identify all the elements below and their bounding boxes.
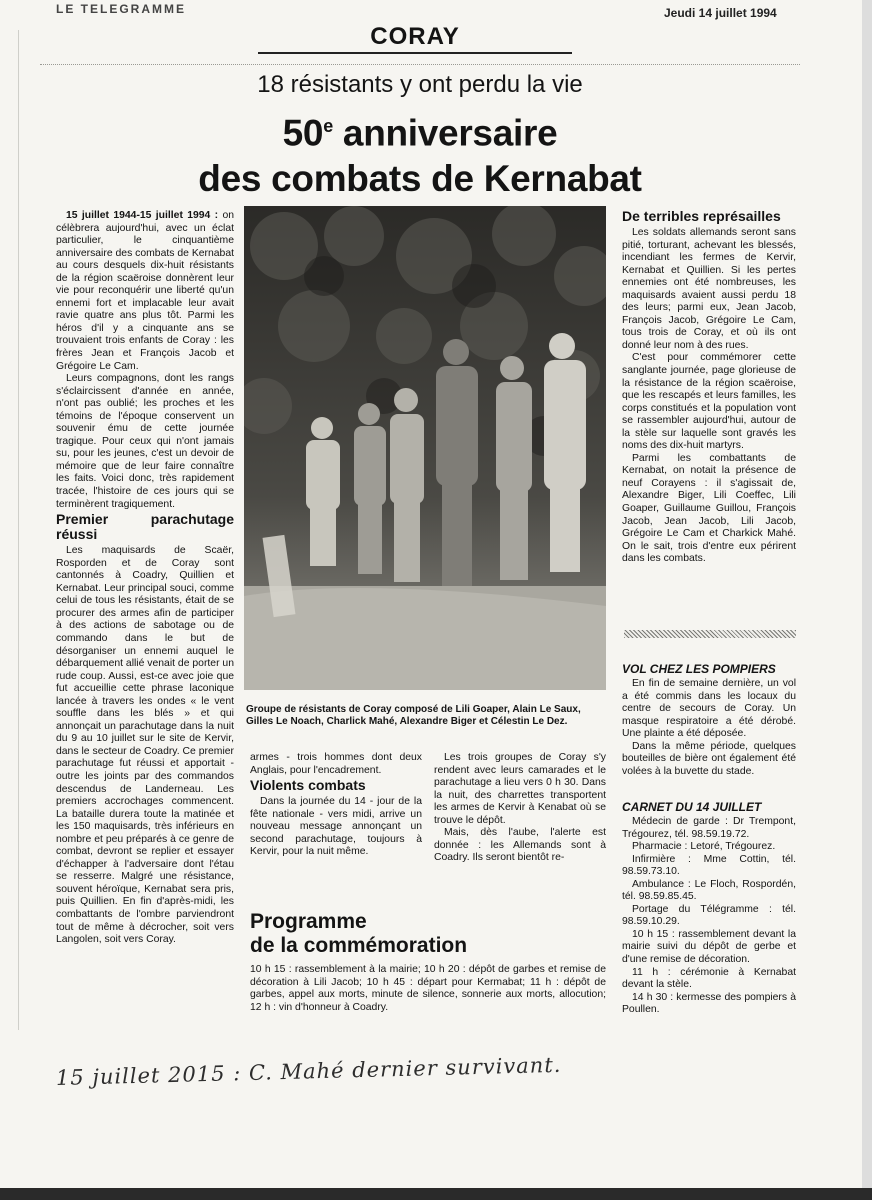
handwritten-annotation: 15 juillet 2015 : C. Mahé dernier survivant. [55, 1052, 562, 1090]
issue-date: Jeudi 14 juillet 1994 [664, 6, 777, 20]
carnet-line: Pharmacie : Letoré, Trégourez. [632, 841, 776, 853]
carnet-line: Portage du Télégramme : tél. 98.59.10.29. [622, 903, 796, 928]
lead-dateline: 15 juillet 1944-15 juillet 1994 : [66, 210, 219, 221]
brief-vol-pompiers [622, 662, 796, 778]
dotted-divider [40, 64, 800, 65]
carnet-line: Ambulance : Le Floch, Rospordén, tél. 98.59.85.45. [622, 878, 796, 903]
section-heading: CORAY [258, 24, 572, 54]
col3-paragraph-2: Mais, dès l'aube, l'alerte est donnée : les Allemands sont à Coadry. Ils seront bientôt re- [434, 827, 606, 864]
hatched-separator [624, 630, 796, 638]
vol-paragraph-1: En fin de semaine dernière, un vol a été commis dans les locaux du centre de secours de Coray. Un masque respiratoire a été dérobé. Une plainte a été déposée. [622, 678, 796, 740]
vol-paragraph-2: Dans la même période, quelques bouteilles de bière ont également été volées à la buvette du stade. [622, 740, 796, 777]
scan-bottom-edge [0, 1188, 872, 1200]
carnet-line: Médecin de garde : Dr Trempont, Trégourez, tél. 98.59.19.72. [622, 816, 796, 840]
photo-caption: Groupe de résistants de Coray composé de Lili Goaper, Alain Le Saux, Gilles Le Noach, Charlick Mahé, Alexandre Biger et Célestin Le Dez. [246, 704, 581, 728]
carnet-line: 10 h 15 : rassemblement devant la mairie suivi du dépôt de gerbe et d'une remise de décoration. [622, 928, 796, 966]
carnet-line: 14 h 30 : kermesse des pompiers à Poullen. [622, 991, 796, 1016]
column-4 [622, 208, 796, 566]
subheading-carnet: CARNET DU 14 JUILLET [622, 800, 762, 814]
col4-paragraph-3: Parmi les combattants de Kernabat, on notait la présence de neuf Corayens : il s'agissait de, Alexandre Biger, Lili Coeffec, Lili Goaper, Guillaume Guillou, François Jacob, Jean Jacob, Lili Jacob, Grégoire Le Cam et Charkick Mahé. On le sait, trois d'entre eux périrent dans les combats. [622, 452, 796, 565]
column-1 [56, 210, 234, 947]
column-3 [434, 752, 606, 865]
brief-carnet [622, 800, 796, 1017]
carnet-line: 11 h : cérémonie à Kernabat devant la stèle. [622, 966, 796, 991]
page-edge-line [18, 30, 19, 1030]
programme-text: 10 h 15 : rassemblement à la mairie; 10 h 20 : dépôt de garbes et remise de décoration à Lili Jacob; 10 h 45 : départ pour Kermabat; 11 h : dépôt de garbes, appel aux morts, minute de silence, sonnerie aux morts, allocution; 12 h : vin d'honneur à Coadry. [250, 964, 606, 1013]
masthead: LE TELEGRAMME [56, 2, 186, 16]
col1-paragraph-2: Leurs compagnons, dont les rangs s'éclaircissent d'année en année, n'ont pas oublié; les proches et les témoins de l'époque conservent un souvenir ému de cette journée tragique. Pour ceux qui n'ont jamais su, pour les jeunes, c'est un devoir de mémoire que de leur faire connaître les faits. Voici donc, très rapidement tracée, l'histoire de ces jours qui se terminèrent tragiquement. [56, 373, 234, 510]
col2-paragraph-1: armes - trois hommes dont deux Anglais, pour l'encadrement. [250, 752, 422, 776]
title-line-2: des combats de Kernabat [198, 158, 642, 200]
programme-heading [250, 910, 467, 958]
subheading-represailles: De terribles représailles [622, 208, 781, 224]
column-2 [250, 752, 422, 859]
col1-paragraph-3: Les maquisards de Scaër, Rosporden et de Coray sont cantonnés à Coadry, Quillien et Kernabat. Leur principal souci, comme celui de tous les résistants, était de se procurer des armes afin de participer à des actions de sabotage ou de commando dans le but de désorganiser un ennemi auquel le débarquement allié venait de porter un rude coup. Aussi, est-ce avec joie que fut accueillie cette phrase laconique lancée à travers les ondes « le vent souffle dans les blés » et qui annonçait un parachutage dans la nuit du 9 au 10 juillet sur le site de Kervir, dans le secteur de Coadry. Ce premier parachutage fut réussi et apportait - outre les joints par des commandos descendus de Landerneau. Les premiers accrochages commencent. La bataille durera toute la matinée et les 150 maquisards, très inférieurs en nombre et peu préparés à ce genre de combat, devront se replier et essayer d'échapper à l'adversaire dont l'étau se resserre. Malgré une résistance, souvent héroïque, Kernabat sera pris, puis Quillien. En fin d'après-midi, les combattants de l'ombre parviendront tout de même à décrocher, soit vers Langolen, soit vers Coray. [56, 545, 234, 946]
col1-paragraph-1: 15 juillet 1944-15 juillet 1994 : on célèbrera aujourd'hui, avec un éclat particulier, le cinquantième anniversaire des combats de Kernabat au cours desquels dix-huit résistants de la région scaëroise donnèrent leur vie pour reconquérir une liberté qu'un ennemi fort et implacable leur avait ravie quatre ans plus tôt. Parmi les héros d'il y a cinquante ans se trouvaient trois enfants de Coray : les frères Jean et François Jacob et Grégoire Le Cam. [56, 210, 235, 372]
col4-paragraph-1: Les soldats allemands seront sans pitié, torturant, achevant les blessés, incendiant les fermes de Kervir, Kernabat et Quillien. Si les pertes ennemies ont été nombreuses, les maquisards avaient aussi perdu 18 des leurs; parmi eux, Jean Jacob, François Jacob, Grégoire Le Cam, tous trois de Coray, et où ils ont donné leur nom à des rues. [622, 227, 796, 351]
subheading-parachutage: Premier parachutage réussi [56, 511, 234, 543]
programme-heading-line-2: de la commémoration [250, 934, 468, 957]
subheading-vol-pompiers: VOL CHEZ LES POMPIERS [622, 662, 776, 676]
scan-right-edge [862, 0, 872, 1200]
photo-illustration [244, 206, 606, 690]
col3-paragraph-1: Les trois groupes de Coray s'y rendent avec leurs camarades et le parachutage a lieu vers 0 h 30. Dans la nuit, des charrettes transportent les armes de Kervir à Kenabat où se trouve le dépôt. [434, 752, 606, 826]
article-surtitle: 18 résistants y ont perdu la vie [257, 71, 583, 98]
subheading-violents-combats: Violents combats [250, 777, 366, 794]
col2-paragraph-2: Dans la journée du 14 - jour de la fête nationale - vers midi, arrive un nouveau message annonçant un second parachutage, toujours à Kervir, pour la nuit même. [250, 796, 422, 858]
resistants-group-photo [244, 206, 606, 690]
col4-paragraph-2: C'est pour commémorer cette sanglante journée, page glorieuse de la résistance de la région scaëroise, que les rescapés et leurs familles, les corps constitués et la population vont se rassembler aujourd'hui, autour de la stèle sur laquelle sont gravés les noms des dix-huit martyrs. [622, 352, 796, 452]
title-line-1: 50e anniversaire [282, 112, 558, 154]
programme-heading-line-1: Programme [250, 910, 367, 933]
carnet-line: Infirmière : Mme Cottin, tél. 98.59.73.10. [622, 853, 796, 878]
article-title [120, 103, 720, 202]
